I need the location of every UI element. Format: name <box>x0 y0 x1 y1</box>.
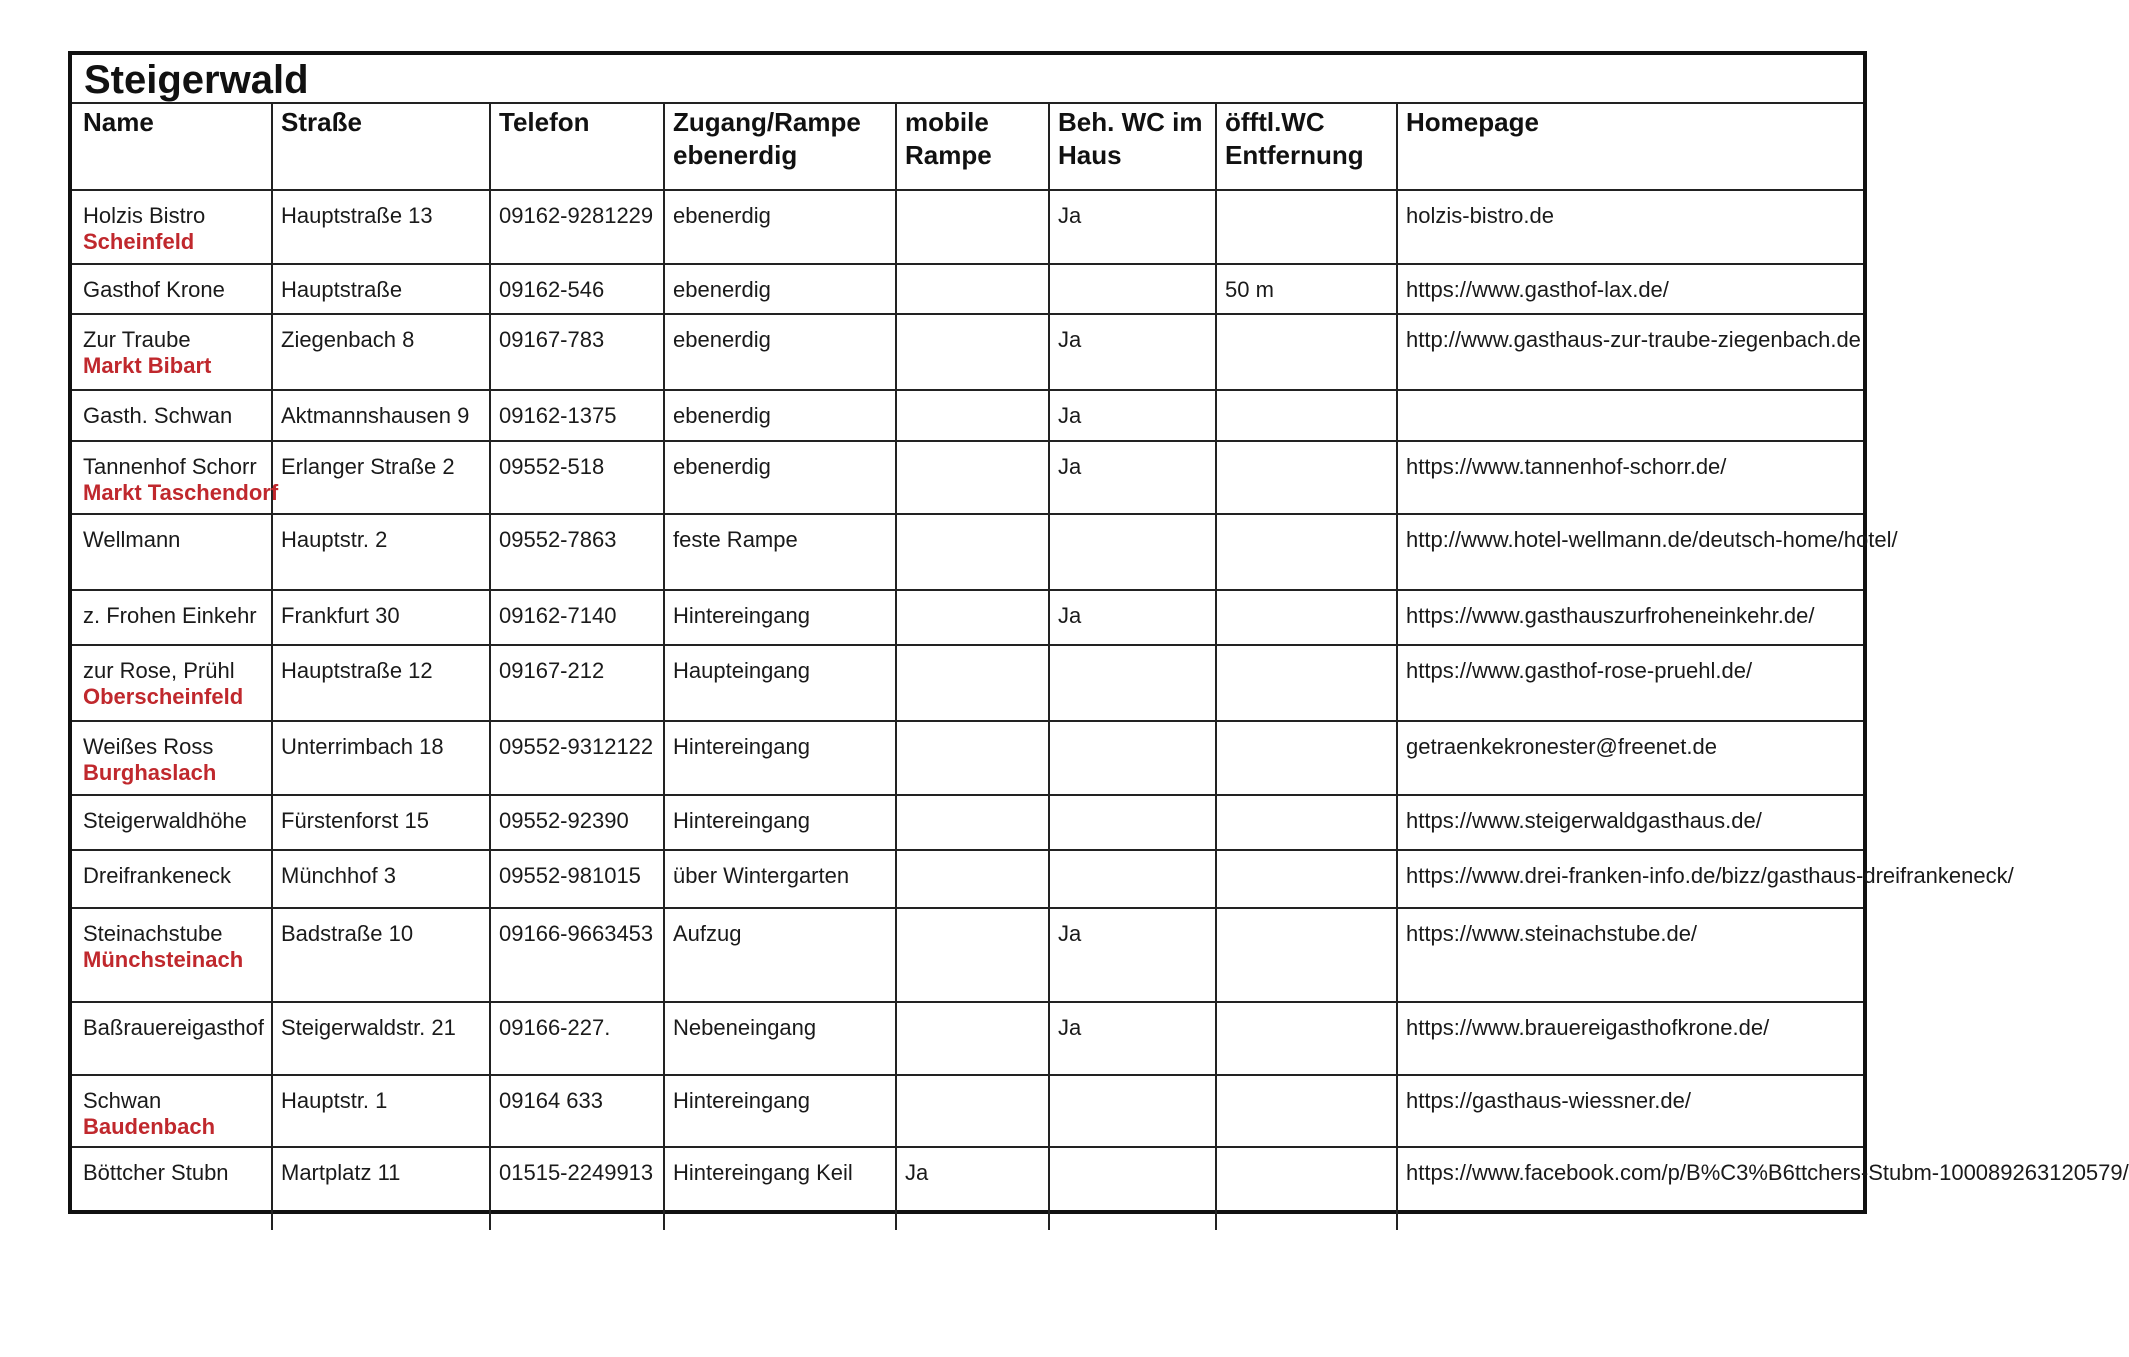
column-header-phone: Telefon <box>490 104 664 190</box>
town-label: Markt Taschendorf <box>83 480 279 505</box>
table-row <box>72 264 1863 314</box>
phone-cell: 09166-227. <box>490 1002 664 1075</box>
name-cell <box>72 721 272 795</box>
accessible-wc-cell <box>1049 721 1216 795</box>
name-cell <box>72 850 272 908</box>
table-row <box>72 190 1863 264</box>
public-wc-cell <box>1216 441 1397 514</box>
accessible-wc-cell <box>1049 645 1216 721</box>
column-header-homepage: Homepage <box>1397 104 1863 190</box>
mobile-ramp-cell <box>896 264 1049 314</box>
access-cell: Nebeneingang <box>664 1002 896 1075</box>
restaurant-name: Steigerwaldhöhe <box>83 808 247 833</box>
mobile-ramp-cell <box>896 645 1049 721</box>
restaurant-name: z. Frohen Einkehr <box>83 603 257 628</box>
public-wc-cell <box>1216 1002 1397 1075</box>
table-row <box>72 514 1863 590</box>
homepage-cell[interactable]: http://www.gasthaus-zur-traube-ziegenbach.de <box>1397 314 1863 390</box>
homepage-cell[interactable]: https://www.brauereigasthofkrone.de/ <box>1397 1002 1863 1075</box>
access-cell: Hintereingang <box>664 1075 896 1147</box>
table-row <box>72 314 1863 390</box>
phone-cell: 09552-981015 <box>490 850 664 908</box>
public-wc-cell <box>1216 645 1397 721</box>
restaurant-name: Holzis Bistro <box>83 203 206 228</box>
town-label: Scheinfeld <box>83 229 195 254</box>
phone-cell: 09552-518 <box>490 441 664 514</box>
street-cell: Ziegenbach 8 <box>272 314 490 390</box>
table-row <box>72 850 1863 908</box>
mobile-ramp-cell <box>896 721 1049 795</box>
street-cell: Aktmannshausen 9 <box>272 390 490 441</box>
name-cell <box>72 590 272 645</box>
access-cell: Hintereingang <box>664 590 896 645</box>
public-wc-cell <box>1216 190 1397 264</box>
accessible-wc-cell: Ja <box>1049 908 1216 1002</box>
public-wc-cell <box>1216 850 1397 908</box>
column-header-access: Zugang/Rampe ebenerdig <box>664 104 896 190</box>
town-label: Baudenbach <box>83 1114 216 1139</box>
table-row <box>72 590 1863 645</box>
public-wc-cell <box>1216 908 1397 1002</box>
town-label: Burghaslach <box>83 760 217 785</box>
restaurant-table <box>72 104 2129 1230</box>
access-cell: ebenerdig <box>664 441 896 514</box>
homepage-cell[interactable]: getraenkekronester@freenet.de <box>1397 721 1863 795</box>
document-table-frame <box>68 51 2129 1214</box>
phone-cell: 09162-546 <box>490 264 664 314</box>
street-cell: Frankfurt 30 <box>272 590 490 645</box>
accessible-wc-cell <box>1049 850 1216 908</box>
street-cell: Badstraße 10 <box>272 908 490 1002</box>
phone-cell: 09164 633 <box>490 1075 664 1147</box>
restaurant-name: Gasthof Krone <box>83 277 225 302</box>
mobile-ramp-cell <box>896 514 1049 590</box>
name-cell <box>72 264 272 314</box>
restaurant-name: Schwan <box>83 1088 162 1113</box>
homepage-cell[interactable]: https://www.drei-franken-info.de/bizz/gasthaus-dreifrankeneck/ <box>1397 850 1863 908</box>
access-cell: feste Rampe <box>664 514 896 590</box>
name-cell <box>72 514 272 590</box>
public-wc-cell <box>1216 1075 1397 1147</box>
column-header-public-wc: öfftl.WC Entfernung <box>1216 104 1397 190</box>
homepage-cell[interactable]: https://www.tannenhof-schorr.de/ <box>1397 441 1863 514</box>
accessible-wc-cell <box>1049 264 1216 314</box>
name-cell <box>72 908 272 1002</box>
homepage-cell[interactable]: http://www.hotel-wellmann.de/deutsch-home/hotel/ <box>1397 514 1863 590</box>
mobile-ramp-cell <box>896 590 1049 645</box>
street-cell: Hauptstr. 2 <box>272 514 490 590</box>
table-row <box>72 721 1863 795</box>
homepage-cell[interactable]: holzis-bistro.de <box>1397 190 1863 264</box>
name-cell <box>72 1075 272 1147</box>
phone-cell: 09162-7140 <box>490 590 664 645</box>
phone-cell: 09552-7863 <box>490 514 664 590</box>
mobile-ramp-cell <box>896 795 1049 850</box>
homepage-cell[interactable]: https://www.gasthof-rose-pruehl.de/ <box>1397 645 1863 721</box>
phone-cell: 09167-212 <box>490 645 664 721</box>
street-cell: Unterrimbach 18 <box>272 721 490 795</box>
restaurant-name: Dreifrankeneck <box>83 863 231 888</box>
restaurant-name: Steinachstube <box>83 921 223 946</box>
table-row <box>72 1075 1863 1147</box>
homepage-cell[interactable]: https://www.steinachstube.de/ <box>1397 908 1863 1002</box>
title-bar <box>72 55 1863 104</box>
name-cell <box>72 314 272 390</box>
mobile-ramp-cell <box>896 314 1049 390</box>
public-wc-cell <box>1216 590 1397 645</box>
mobile-ramp-cell <box>896 1002 1049 1075</box>
phone-cell: 01515-2249913 <box>490 1147 664 1230</box>
name-cell <box>72 795 272 850</box>
table-row <box>72 441 1863 514</box>
table-row <box>72 390 1863 441</box>
phone-cell: 09552-9312122 <box>490 721 664 795</box>
accessible-wc-cell: Ja <box>1049 190 1216 264</box>
access-cell: ebenerdig <box>664 314 896 390</box>
restaurant-name: zur Rose, Prühl <box>83 658 235 683</box>
table-row <box>72 1147 1863 1230</box>
access-cell: über Wintergarten <box>664 850 896 908</box>
public-wc-cell <box>1216 514 1397 590</box>
restaurant-name: Tannenhof Schorr <box>83 454 257 479</box>
name-cell <box>72 1147 272 1230</box>
table-row <box>72 645 1863 721</box>
street-cell: Hauptstraße 13 <box>272 190 490 264</box>
name-cell <box>72 441 279 514</box>
table-row <box>72 908 1863 1002</box>
street-cell: Hauptstr. 1 <box>272 1075 490 1147</box>
restaurant-name: Baßrauereigasthof <box>83 1015 264 1040</box>
public-wc-cell <box>1216 390 1397 441</box>
accessible-wc-cell: Ja <box>1049 314 1216 390</box>
mobile-ramp-cell <box>896 850 1049 908</box>
restaurant-name: Zur Traube <box>83 327 191 352</box>
access-cell: Hintereingang <box>664 795 896 850</box>
column-header-accessible-wc: Beh. WC im Haus <box>1049 104 1216 190</box>
public-wc-cell <box>1216 795 1397 850</box>
homepage-cell[interactable]: https://www.steigerwaldgasthaus.de/ <box>1397 795 1863 850</box>
homepage-cell[interactable]: https://www.gasthof-lax.de/ <box>1397 264 1863 314</box>
name-cell <box>72 645 272 721</box>
table-header-row <box>72 104 1863 190</box>
homepage-cell[interactable]: https://www.gasthauszurfroheneinkehr.de/ <box>1397 590 1863 645</box>
restaurant-name: Gasth. Schwan <box>83 403 233 428</box>
table-row <box>72 795 1863 850</box>
street-cell: Steigerwaldstr. 21 <box>272 1002 490 1075</box>
mobile-ramp-cell <box>896 1075 1049 1147</box>
name-cell <box>72 1002 272 1075</box>
mobile-ramp-cell <box>896 441 1049 514</box>
town-label: Münchsteinach <box>83 947 244 972</box>
access-cell: Hintereingang <box>664 721 896 795</box>
restaurant-name: Wellmann <box>83 527 181 552</box>
public-wc-cell: 50 m <box>1216 264 1397 314</box>
homepage-cell[interactable]: https://www.facebook.com/p/B%C3%B6ttchers-Stubm-100089263120579/ <box>1397 1147 1863 1230</box>
public-wc-cell <box>1216 721 1397 795</box>
street-cell: Hauptstraße <box>272 264 490 314</box>
name-cell <box>72 190 272 264</box>
column-header-name: Name <box>72 104 272 190</box>
street-cell: Fürstenforst 15 <box>272 795 490 850</box>
phone-cell: 09162-9281229 <box>490 190 664 264</box>
restaurant-name: Böttcher Stubn <box>83 1160 229 1185</box>
homepage-cell[interactable]: https://gasthaus-wiessner.de/ <box>1397 1075 1863 1147</box>
access-cell: ebenerdig <box>664 190 896 264</box>
accessible-wc-cell: Ja <box>1049 590 1216 645</box>
access-cell: Hintereingang Keil <box>664 1147 896 1230</box>
town-label: Markt Bibart <box>83 353 212 378</box>
street-cell: Münchhof 3 <box>272 850 490 908</box>
column-header-mobile-ramp: mobile Rampe <box>896 104 1049 190</box>
accessible-wc-cell: Ja <box>1049 1002 1216 1075</box>
access-cell: Haupteingang <box>664 645 896 721</box>
town-label: Oberscheinfeld <box>83 684 244 709</box>
phone-cell: 09552-92390 <box>490 795 664 850</box>
homepage-cell <box>1397 390 1863 441</box>
accessible-wc-cell: Ja <box>1049 441 1216 514</box>
table-row <box>72 1002 1863 1075</box>
mobile-ramp-cell <box>896 190 1049 264</box>
mobile-ramp-cell <box>896 390 1049 441</box>
street-cell: Martplatz 11 <box>272 1147 490 1230</box>
street-cell: Hauptstraße 12 <box>272 645 490 721</box>
accessible-wc-cell <box>1049 514 1216 590</box>
page-title: Steigerwald <box>84 58 309 102</box>
accessible-wc-cell <box>1049 1075 1216 1147</box>
access-cell: Aufzug <box>664 908 896 1002</box>
phone-cell: 09166-9663453 <box>490 908 664 1002</box>
accessible-wc-cell <box>1049 795 1216 850</box>
street-cell: Erlanger Straße 2 <box>272 441 490 514</box>
mobile-ramp-cell <box>896 908 1049 1002</box>
accessible-wc-cell <box>1049 1147 1216 1230</box>
public-wc-cell <box>1216 314 1397 390</box>
restaurant-name: Weißes Ross <box>83 734 214 759</box>
phone-cell: 09162-1375 <box>490 390 664 441</box>
name-cell <box>72 390 272 441</box>
column-header-street: Straße <box>272 104 490 190</box>
public-wc-cell <box>1216 1147 1397 1230</box>
phone-cell: 09167-783 <box>490 314 664 390</box>
access-cell: ebenerdig <box>664 264 896 314</box>
access-cell: ebenerdig <box>664 390 896 441</box>
mobile-ramp-cell: Ja <box>896 1147 1049 1230</box>
accessible-wc-cell: Ja <box>1049 390 1216 441</box>
